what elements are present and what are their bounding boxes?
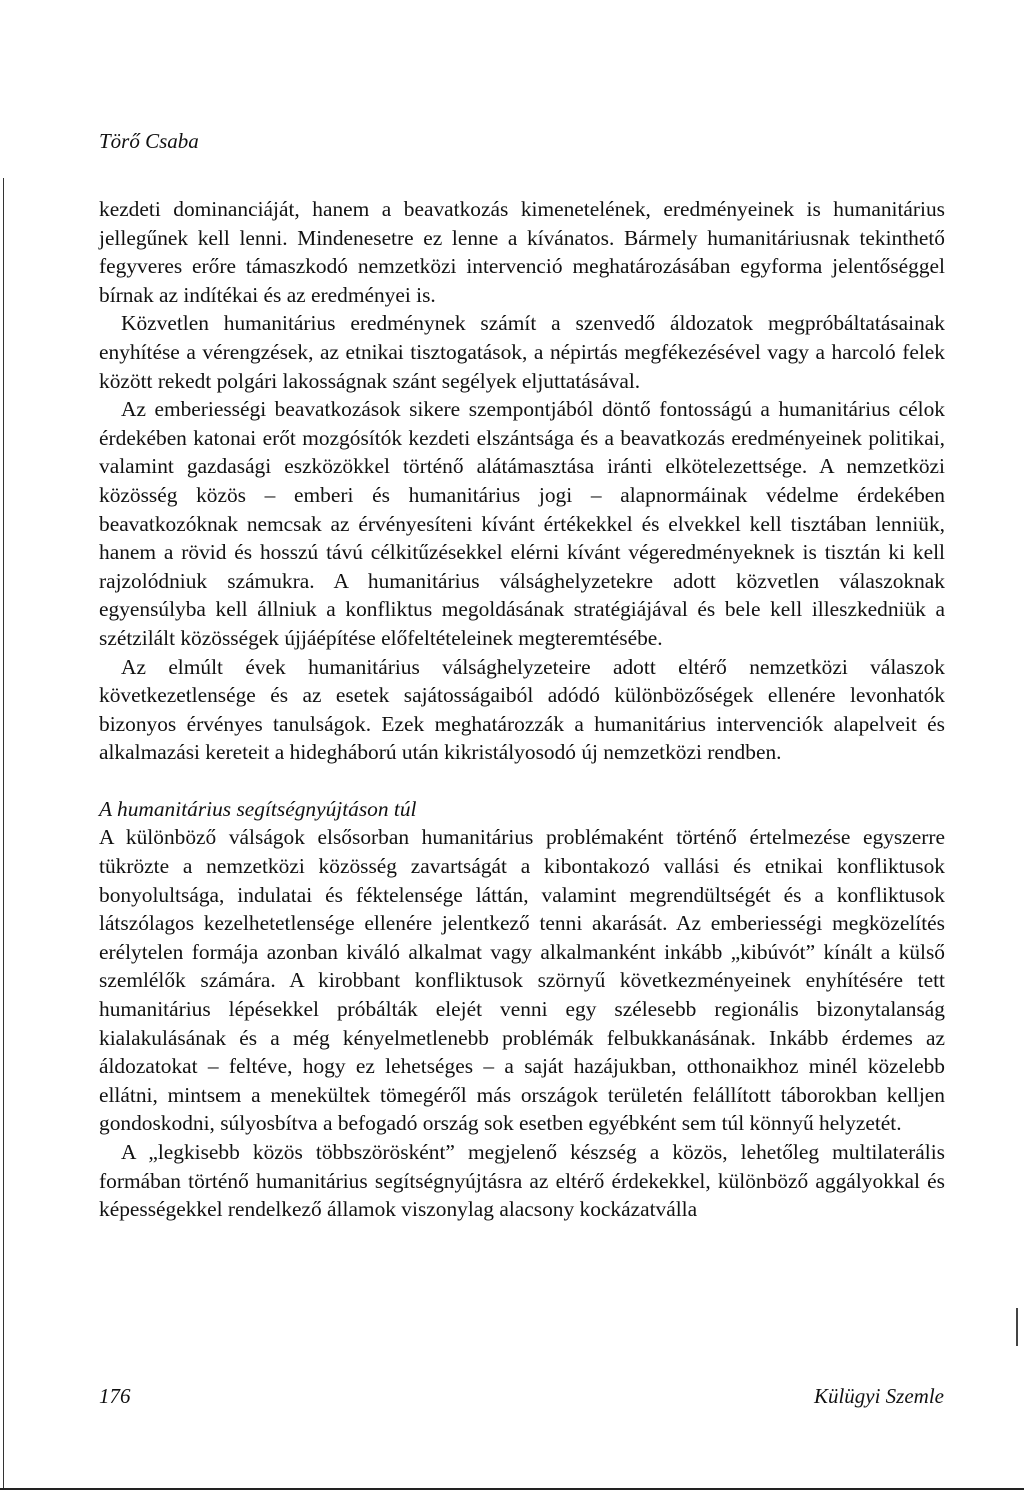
scan-right-edge-mark [1016,1308,1018,1346]
page-number: 176 [99,1384,131,1408]
journal-name: Külügyi Szemle [813,1384,944,1408]
paragraph-continued: kezdeti dominanciáját, hanem a beavatkozás kimenetelének, eredményeinek is humanitárius jellegűnek kell lenni. Mindenesetre ez lenne a kívánatos. Bármely humanitáriusnak tekinthető fegyveres erőre támaszkodó nemzetközi intervenció meghatározásában egyforma jelentőséggel bírnak az indítékai és az eredményei is. [99,197,945,307]
scan-left-edge-line [3,178,4,1488]
article-body [99,195,945,1224]
section-heading: A humanitárius segítségnyújtáson túl [99,796,417,821]
paragraph: Az elmúlt évek humanitárius válsághelyzeteire adott eltérő nemzetközi válaszok következetlensége és az esetek sajátosságaiból adódó különbözőségek ellenére levonhatók bizonyos érvényes tanulságok. Ezek meghatározzák a humanitárius intervenciók alapelveit és alkalmazási kereteit a hidegháború után kikristályosodó új nemzetközi rendben. [99,654,945,765]
paragraph: Az emberiességi beavatkozások sikere szempontjából döntő fontosságú a humanitárius célok érdekében katonai erőt mozgósítók kezdeti elszántsága és a beavatkozás eredményeinek politikai, valamint gazdasági eszközökkel történő alátámasztása iránti elkötelezettsége. A nemzetközi közösség közös – emberi és humanitárius jogi – alapnormáinak védelme érdekében beavatkozóknak nemcsak az érvényesíteni kívánt értékekkel és elvekkel kell tisztában lenniük, hanem a rövid és hosszú távú célkitűzésekkel elérni kívánt végeredményeknek is tisztán ki kell rajzolódniuk számukra. A humanitárius válsághelyzetekre adott közvetlen válaszoknak egyensúlyba kell állniuk a konfliktus megoldásának stratégiájával és bele kell illeszkedniük a szétzilált közösségek újjáépítése előfeltételeinek megteremtésébe. [99,397,945,650]
paragraph: Közvetlen humanitárius eredménynek számít a szenvedő áldozatok megpróbáltatásainak enyhítése a vérengzések, az etnikai tisztogatások, a népirtás megfékezésével vagy a harcoló felek között rekedt polgári lakosságnak szánt segélyek eljuttatásával. [99,311,945,393]
running-header-author: Törő Csaba [99,129,199,153]
scan-bottom-edge-line [0,1488,1024,1490]
section-paragraph: A „legkisebb közös többszörösként” megjelenő készség a közös, lehetőleg multilaterális formában történő humanitárius segítségnyújtásra az eltérő érdekekkel, különböző aggályokkal és képességekkel rendelkező államok viszonylag alacsony kockázatválla [99,1140,945,1222]
section-paragraph: A különböző válságok elsősorban humanitárius problémaként történő értelmezése egyszerre tükrözte a nemzetközi közösség zavartságát a kibontakozó vallási és etnikai konfliktusok bonyolultsága, indulatai és féktelensége láttán, valamint megrendültségét és a konfliktusok látszólagos kezelhetetlensége ellenére jelentkező tenni akarását. Az emberiességi megközelítés erélytelen formája azonban kiváló alkalmat vagy alkalmanként inkább „kibúvót” kínált a külső szemlélők számára. A kirobbant konfliktusok szörnyű következményeinek enyhítésére tett humanitárius lépésekkel próbálták elejét venni egy szélesebb regionális bizonytalanság kialakulásának és a még kényelmetlenebb problémák felbukkanásának. Inkább érdemes az áldozatokat – feltéve, hogy ez lehetséges – a saját hazájukban, otthonaikhoz minél közelebb ellátni, mintsem a menekültek tömegéről más országok területén felállított táborokban kelljen gondoskodni, súlyosbítva a befogadó ország sok esetben egyébként sem túl könnyű helyzetét. [99,825,945,1136]
